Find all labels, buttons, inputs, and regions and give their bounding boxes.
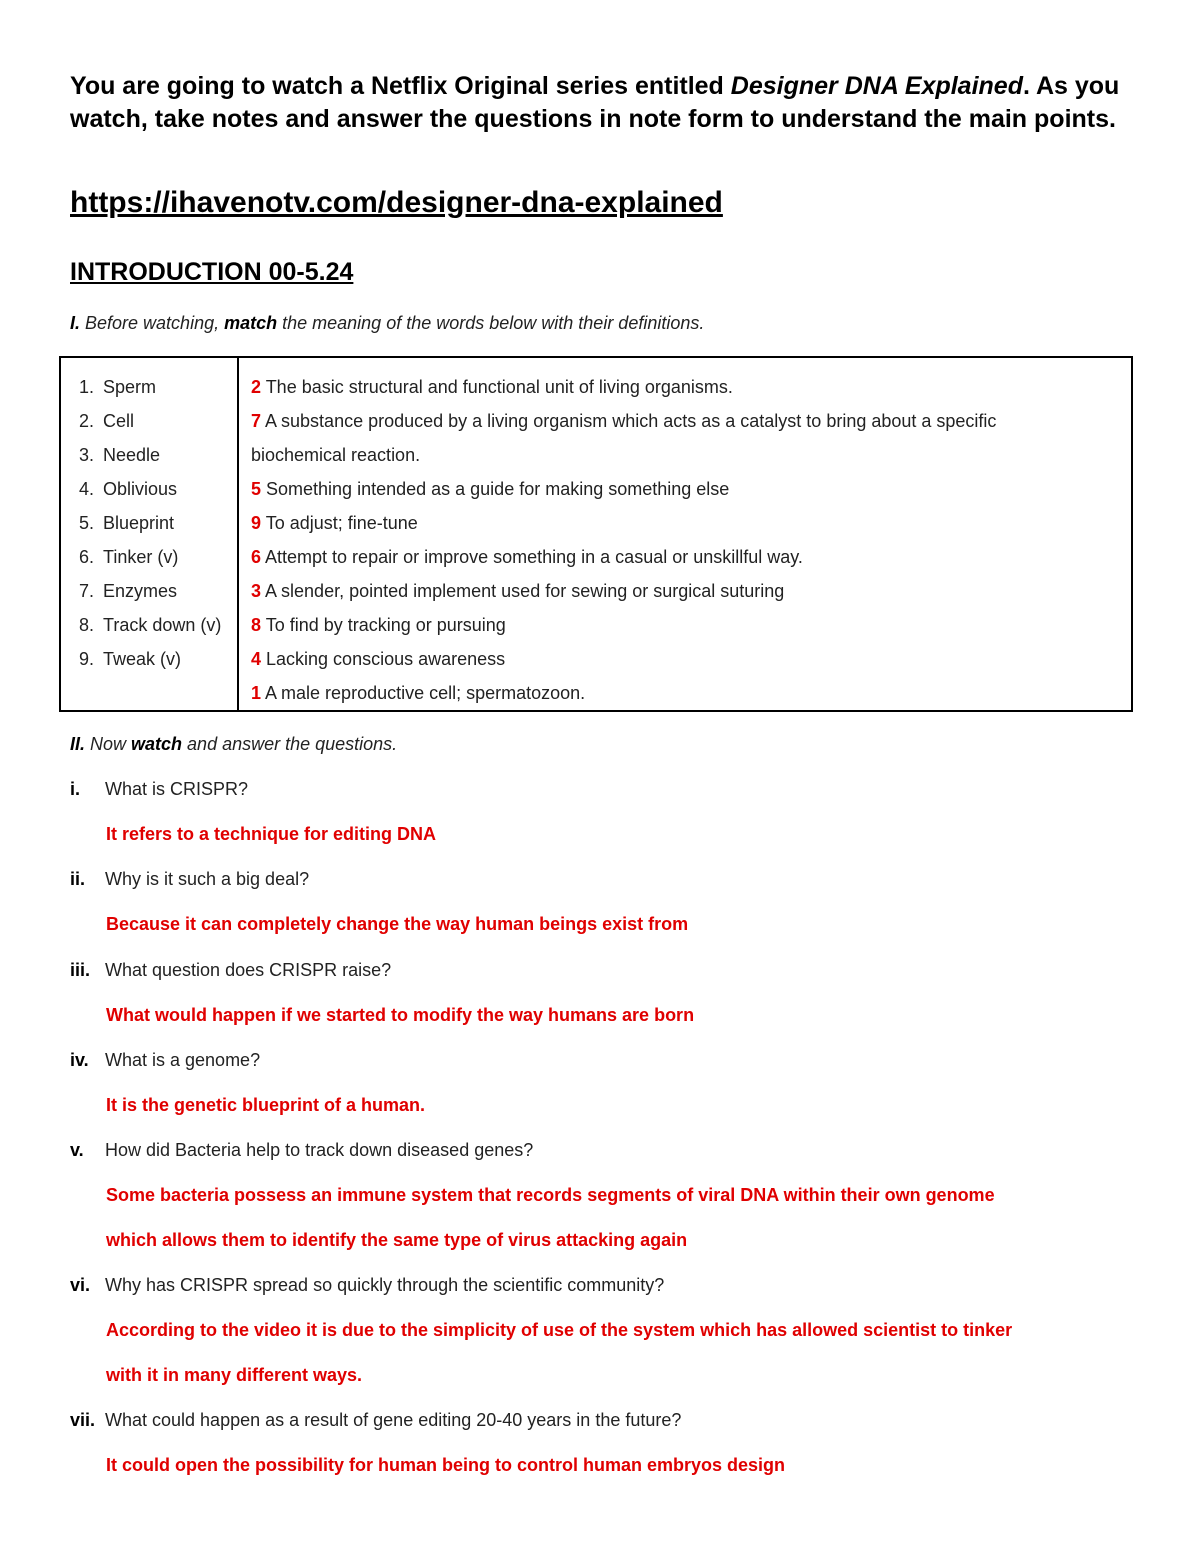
definition-text: The basic structural and functional unit of living organisms.	[261, 377, 733, 397]
definition-item	[251, 642, 1131, 676]
definition-answer-number: 1	[251, 683, 262, 703]
instruction-text: the meaning of the words below with their definitions.	[277, 313, 705, 333]
definition-text: A male reproductive cell; spermatozoon.	[261, 683, 586, 703]
intro-text-2: . As you watch, take notes and answer the questions in note form to understand the main points.	[70, 72, 1120, 133]
answer: which allows them to identify the same type of virus attacking again	[106, 1230, 688, 1250]
instruction-watch	[70, 734, 397, 755]
instruction-text: and answer the questions.	[182, 734, 398, 754]
instruction-keyword: watch	[131, 734, 183, 754]
definition-text: Something intended as a guide for making something else	[261, 479, 730, 499]
word-item: 9. Tweak (v)	[99, 642, 237, 676]
word-item: 8. Track down (v)	[99, 608, 237, 642]
definition-answer-number: 3	[251, 581, 262, 601]
matching-table	[59, 356, 1133, 712]
definition-answer-number: 2	[251, 377, 262, 397]
definition-item	[251, 370, 1131, 404]
definition-item	[251, 676, 1131, 710]
answer: with it in many different ways.	[106, 1365, 363, 1385]
definition-text: To find by tracking or pursuing	[261, 615, 506, 635]
definitions-column	[238, 357, 1132, 711]
question-text: Why is it such a big deal?	[105, 869, 310, 889]
answer: Some bacteria possess an immune system that records segments of viral DNA within their own genome	[106, 1185, 995, 1205]
question	[70, 1275, 664, 1296]
instruction-text: Before watching,	[80, 313, 225, 333]
intro-paragraph	[70, 70, 1140, 136]
definition-item	[251, 506, 1131, 540]
answer: It could open the possibility for human being to control human embryos design	[106, 1455, 786, 1475]
question-text: What could happen as a result of gene editing 20-40 years in the future?	[105, 1410, 682, 1430]
word-item: 7. Enzymes	[99, 574, 237, 608]
word-item: 1. Sperm	[99, 370, 237, 404]
definition-item	[251, 404, 1131, 472]
section-title: INTRODUCTION 00-5.24	[70, 258, 354, 286]
instruction-roman: I.	[70, 313, 81, 333]
definition-text: A slender, pointed implement used for sewing or surgical suturing	[261, 581, 785, 601]
answer: What would happen if we started to modify the way humans are born	[106, 1005, 695, 1025]
intro-text-1: You are going to watch a Netflix Original series entitled	[70, 72, 731, 100]
question-number: vii.	[70, 1410, 96, 1430]
definition-text: Lacking conscious awareness	[261, 649, 506, 669]
definition-answer-number: 4	[251, 649, 262, 669]
question-text: What is a genome?	[105, 1050, 261, 1070]
question-text: Why has CRISPR spread so quickly through the scientific community?	[105, 1275, 665, 1295]
definition-item	[251, 472, 1131, 506]
definition-text: To adjust; fine-tune	[261, 513, 418, 533]
question	[70, 779, 248, 800]
question-number: v.	[70, 1140, 84, 1160]
question-number: ii.	[70, 869, 86, 889]
answer: Because it can completely change the way human beings exist from	[106, 914, 689, 934]
definition-answer-number: 9	[251, 513, 262, 533]
definition-answer-number: 7	[251, 411, 262, 431]
instruction-keyword: match	[224, 313, 278, 333]
question	[70, 1140, 533, 1161]
definition-text: A substance produced by a living organism which acts as a catalyst to bring about a specific biochemical reaction.	[251, 411, 997, 465]
words-column	[60, 357, 238, 711]
definition-answer-number: 5	[251, 479, 262, 499]
definition-item	[251, 608, 1131, 642]
question	[70, 1050, 260, 1071]
series-title: Designer DNA Explained	[730, 72, 1023, 100]
question-text: How did Bacteria help to track down diseased genes?	[105, 1140, 534, 1160]
definition-answer-number: 6	[251, 547, 262, 567]
question-number: iv.	[70, 1050, 89, 1070]
question	[70, 960, 391, 981]
video-link[interactable]: https://ihavenotv.com/designer-dna-explained	[70, 186, 723, 219]
word-item: 6. Tinker (v)	[99, 540, 237, 574]
word-item: 5. Blueprint	[99, 506, 237, 540]
instruction-match	[70, 313, 704, 334]
question-text: What question does CRISPR raise?	[105, 960, 392, 980]
instruction-roman: II.	[70, 734, 86, 754]
definition-item	[251, 574, 1131, 608]
question-number: i.	[70, 779, 81, 799]
question	[70, 1410, 681, 1431]
word-item: 3. Needle	[99, 438, 237, 472]
word-list	[61, 370, 237, 676]
answer: According to the video it is due to the simplicity of use of the system which has allowed scientist to tinker	[106, 1320, 1013, 1340]
question-number: vi.	[70, 1275, 91, 1295]
question-number: iii.	[70, 960, 91, 980]
question	[70, 869, 309, 890]
definition-answer-number: 8	[251, 615, 262, 635]
definition-text: Attempt to repair or improve something in a casual or unskillful way.	[261, 547, 803, 567]
word-item: 4. Oblivious	[99, 472, 237, 506]
answer: It refers to a technique for editing DNA	[106, 824, 437, 844]
instruction-text: Now	[85, 734, 132, 754]
word-item: 2. Cell	[99, 404, 237, 438]
definition-item	[251, 540, 1131, 574]
question-text: What is CRISPR?	[105, 779, 249, 799]
answer: It is the genetic blueprint of a human.	[106, 1095, 426, 1115]
